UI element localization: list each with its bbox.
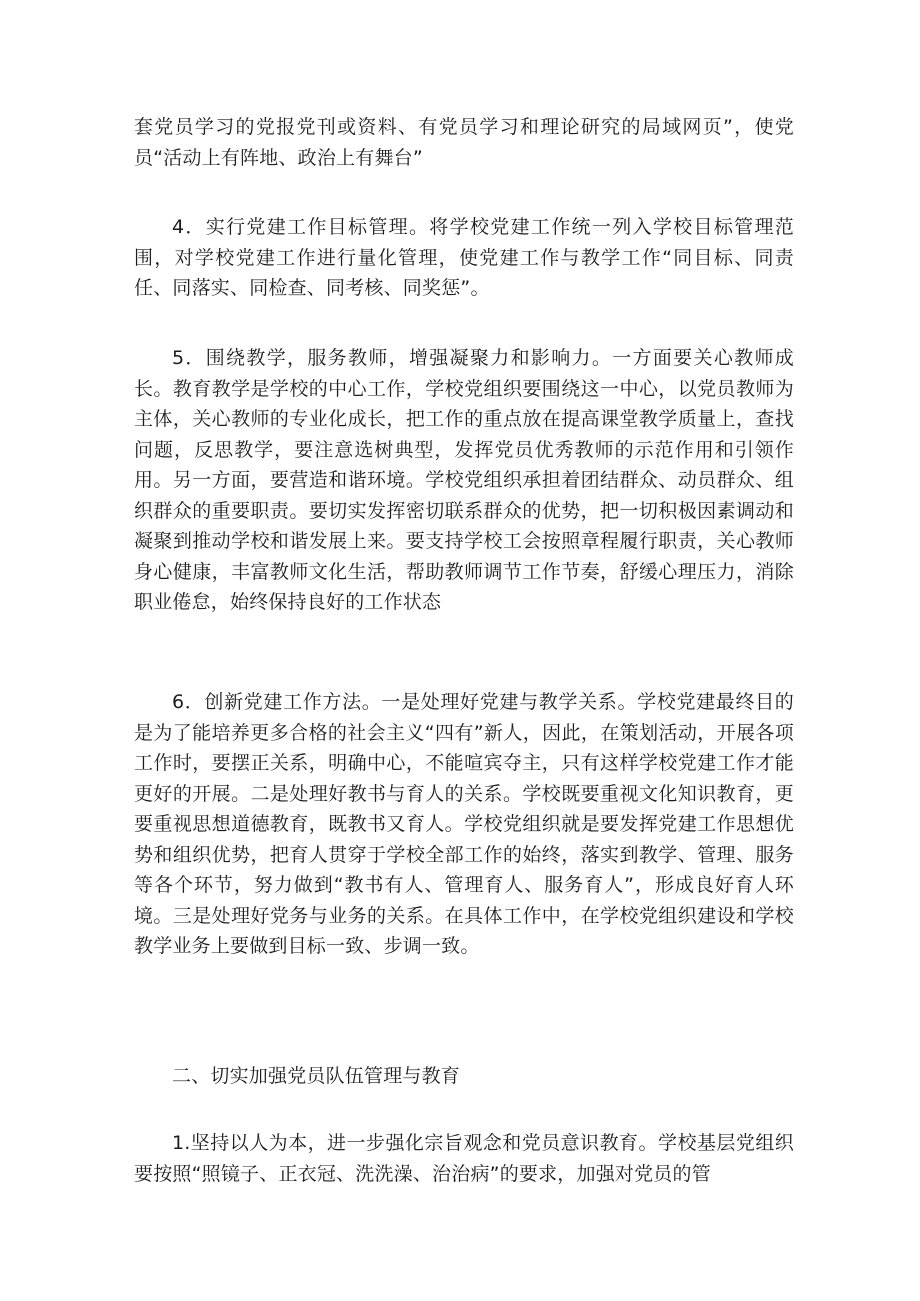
paragraph-item-6: 6．创新党建工作方法。一是处理好党建与教学关系。学校党建最终目的是为了能培养更多合格的社会主义“四有”新人，因此，在策划活动，开展各项工作时，要摆正关系，明确中心，不能喧宾夺主，只有这样学校党建工作才能更好的开展。二是处理好教书与育人的关系。学校既要重视文化知识教育，更要重视思想道德教育，既教书又育人。学校党组织就是要发挥党建工作思想优势和组织优势，把育人贯穿于学校全部工作的始终，落实到教学、管理、服务等各个环节，努力做到“教书有人、管理育人、服务育人”，形成良好育人环境。三是处理好党务与业务的关系。在具体工作中，在学校党组织建设和学校教学业务上要做到目标一致、步调一致。 — [134, 691, 794, 957]
paragraph-item-4: 4．实行党建工作目标管理。将学校党建工作统一列入学校目标管理范围，对学校党建工作进行量化管理，使党建工作与教学工作“同目标、同责任、同落实、同检查、同考核、同奖惩”。 — [134, 216, 794, 299]
paragraph-continuation: 套党员学习的党报党刊或资料、有党员学习和理论研究的局域网页”，使党员“活动上有阵地、政治上有舞台” — [134, 116, 794, 169]
paragraph-item-5: 5．围绕教学，服务教师，增强凝聚力和影响力。一方面要关心教师成长。教育教学是学校的中心工作，学校党组织要围绕这一中心，以党员教师为主体，关心教师的专业化成长，把工作的重点放在提高课堂教学质量上，查找问题，反思教学，要注意选树典型，发挥党员优秀教师的示范作用和引领作用。另一方面，要营造和谐环境。学校党组织承担着团结群众、动员群众、组织群众的重要职责。要切实发挥密切联系群众的优势，把一切积极因素调动和凝聚到推动学校和谐发展上来。要支持学校工会按照章程履行职责，关心教师身心健康，丰富教师文化生活，帮助教师调节工作节奏，舒缓心理压力，消除职业倦怠，始终保持良好的工作状态 — [134, 347, 794, 613]
section-heading: 二、切实加强党员队伍管理与教育 — [172, 1065, 461, 1087]
paragraph-section-2-item-1: 1.坚持以人为本，进一步强化宗旨观念和党员意识教育。学校基层党组织要按照“照镜子、正衣冠、洗洗澡、治治病”的要求，加强对党员的管 — [134, 1132, 794, 1185]
